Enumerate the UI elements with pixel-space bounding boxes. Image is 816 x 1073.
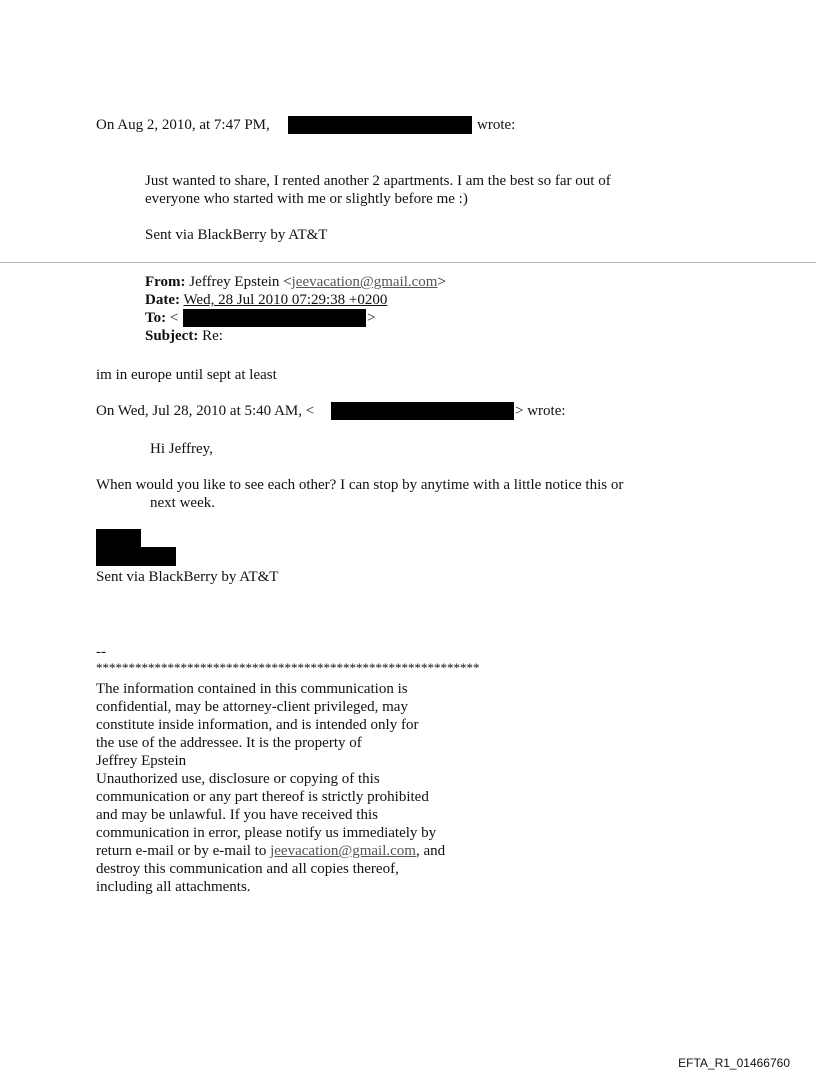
quoted-body-line1: When would you like to see each other? I can stop by anytime with a little notice this or: [96, 477, 624, 493]
quoted-signature: Sent via BlackBerry by AT&T: [96, 569, 279, 585]
to-label: To:: [145, 310, 167, 326]
from-label: From:: [145, 274, 186, 290]
disclaimer-line: Unauthorized use, disclosure or copying of this: [96, 771, 380, 787]
from-name: Jeffrey Epstein <: [189, 274, 292, 290]
date-label: Date:: [145, 292, 180, 308]
disclaimer-email-suffix: , and: [415, 843, 446, 859]
disclaimer-line-email: [96, 842, 445, 860]
disclaimer-stars: ***********************************************************: [96, 660, 480, 675]
to-open: <: [169, 310, 179, 326]
reply1-intro: [96, 116, 270, 134]
disclaimer-line: constitute inside information, and is intended only for: [96, 717, 419, 733]
quoted-intro-prefix: On Wed, Jul 28, 2010 at 5:40 AM, <: [96, 403, 315, 419]
subject-value: Re:: [202, 328, 223, 344]
disclaimer-line: destroy this communication and all copies thereof,: [96, 861, 399, 877]
disclaimer-line: communication or any part thereof is strictly prohibited: [96, 789, 429, 805]
disclaimer-line: The information contained in this communication is: [96, 681, 408, 697]
subject-label: Subject:: [145, 328, 199, 344]
separator-rule: [0, 262, 816, 263]
redaction-block: [183, 309, 366, 327]
redaction-block: [288, 116, 472, 134]
quoted-body-line2: next week.: [150, 495, 215, 511]
disclaimer-dashes: --: [96, 644, 106, 660]
from-close: >: [437, 274, 446, 290]
reply1-intro-prefix: On Aug 2, 2010, at 7:47 PM,: [96, 117, 270, 133]
redaction-block: [96, 547, 176, 566]
from-email-link[interactable]: jeevacation@gmail.com: [291, 274, 438, 290]
disclaimer-line: and may be unlawful. If you have received this: [96, 807, 378, 823]
header-date: [145, 291, 387, 309]
disclaimer-email-link[interactable]: jeevacation@gmail.com: [270, 843, 416, 859]
redaction-block: [96, 529, 141, 547]
reply1-signature: Sent via BlackBerry by AT&T: [145, 227, 328, 243]
quoted-greeting: Hi Jeffrey,: [150, 441, 213, 457]
disclaimer-line: Jeffrey Epstein: [96, 753, 187, 769]
header-subject: [145, 327, 223, 345]
disclaimer-line: including all attachments.: [96, 879, 251, 895]
disclaimer-line: the use of the addressee. It is the property of: [96, 735, 362, 751]
date-value: Wed, 28 Jul 2010 07:29:38 +0200: [183, 292, 388, 308]
reply1-intro-suffix: wrote:: [477, 117, 516, 133]
disclaimer-line: confidential, may be attorney-client privileged, may: [96, 699, 408, 715]
reply1-body-line1: Just wanted to share, I rented another 2 apartments. I am the best so far out of: [145, 173, 611, 189]
reply2-text: im in europe until sept at least: [96, 367, 277, 383]
header-from: [145, 273, 446, 291]
header-to: [145, 309, 178, 327]
reply1-body-line2: everyone who started with me or slightly before me :): [145, 191, 468, 207]
document-id: EFTA_R1_01466760: [678, 1056, 790, 1070]
to-close: >: [367, 310, 376, 326]
disclaimer-line: communication in error, please notify us immediately by: [96, 825, 437, 841]
disclaimer-email-prefix: return e-mail or by e-mail to: [96, 843, 271, 859]
redaction-block: [331, 402, 514, 420]
quoted-intro-suffix: > wrote:: [515, 403, 566, 419]
